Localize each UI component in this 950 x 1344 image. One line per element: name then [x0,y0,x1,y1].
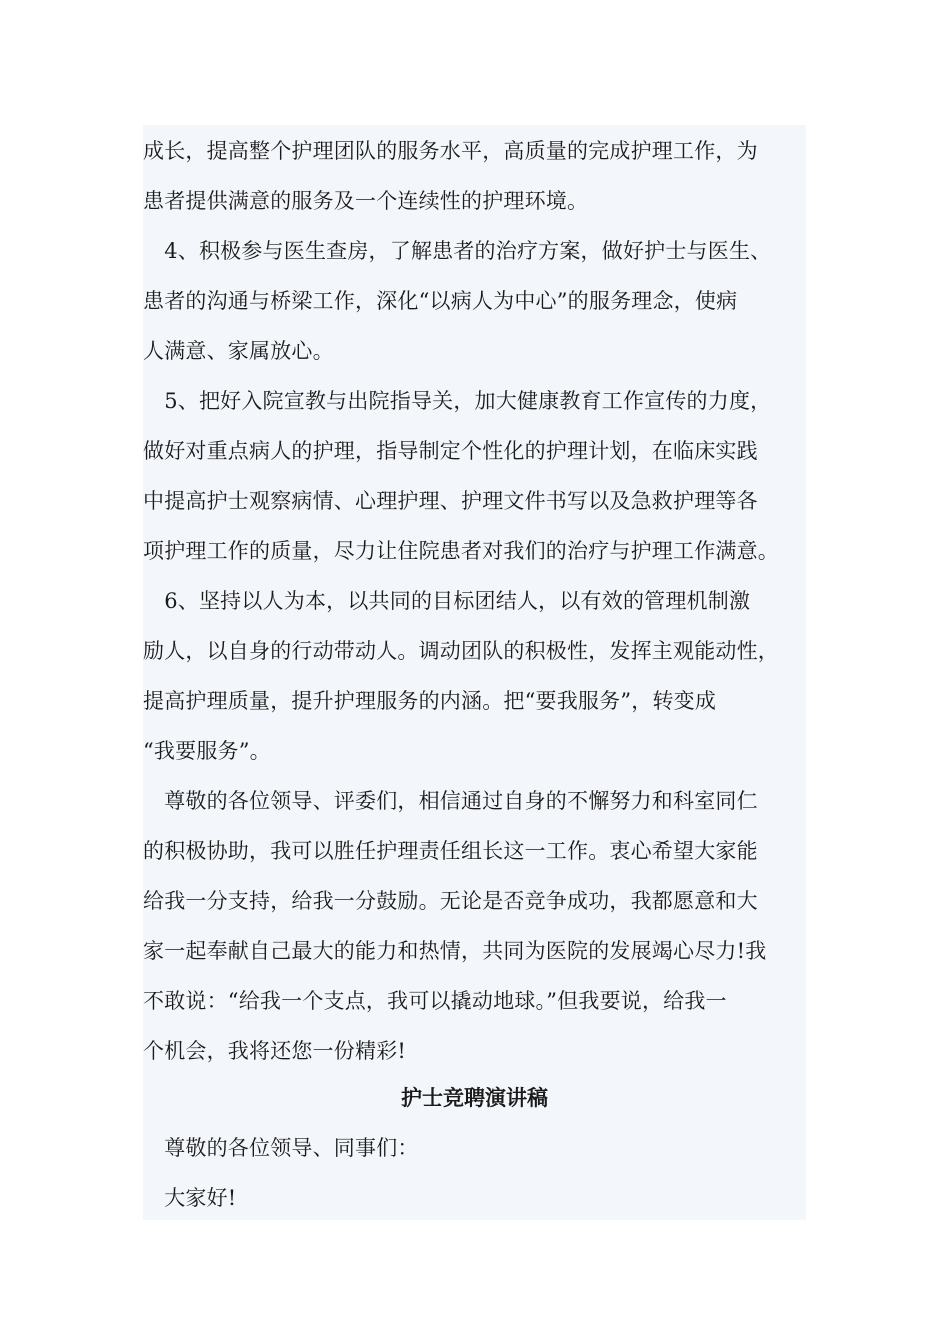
paragraph-line: 不敢说：“给我一个支点，我可以撬动地球。”但我要说，给我一 [143,989,727,1013]
hello-line: 大家好! [143,1186,237,1210]
paragraph-line: 的积极协助，我可以胜任护理责任组长这一工作。衷心希望大家能 [143,839,758,863]
paragraph-line: 人满意、家属放心。 [143,339,334,363]
paragraph-line: 项护理工作的质量，尽力让住院患者对我们的治疗与护理工作满意。 [143,539,779,563]
paragraph-line: 6、坚持以人为本，以共同的目标团结人，以有效的管理机制激 [143,589,751,613]
paragraph-line: “我要服务”。 [143,739,271,763]
paragraph-line: 4、积极参与医生查房，了解患者的治疗方案，做好护士与医生、 [143,239,772,263]
paragraph-line: 做好对重点病人的护理，指导制定个性化的护理计划，在临床实践 [143,439,758,463]
paragraph-line: 患者提供满意的服务及一个连续性的护理环境。 [143,189,589,213]
section-title: 护士竞聘演讲稿 [401,1085,548,1110]
paragraph-line: 给我一分支持，给我一分鼓励。无论是否竞争成功，我都愿意和大 [143,889,758,913]
paragraph-line: 5、把好入院宣教与出院指导关，加大健康教育工作宣传的力度， [143,389,772,413]
paragraph-line: 成长，提高整个护理团队的服务水平，高质量的完成护理工作，为 [143,139,758,163]
paragraph-line: 患者的沟通与桥梁工作，深化“以病人为中心”的服务理念，使病 [143,289,738,313]
paragraph-line: 提高护理质量，提升护理服务的内涵。把“要我服务”，转变成 [143,689,717,713]
paragraph-line: 家一起奉献自己最大的能力和热情，共同为医院的发展竭心尽力!我 [143,939,767,963]
greeting-line: 尊敬的各位领导、同事们： [143,1136,419,1160]
paragraph-line: 个机会，我将还您一份精彩! [143,1039,407,1063]
paragraph-line: 尊敬的各位领导、评委们，相信通过自身的不懈努力和科室同仁 [143,789,758,813]
paragraph-line: 中提高护士观察病情、心理护理、护理文件书写以及急救护理等各 [143,489,758,513]
paragraph-line: 励人，以自身的行动带动人。调动团队的积极性，发挥主观能动性， [143,639,779,663]
